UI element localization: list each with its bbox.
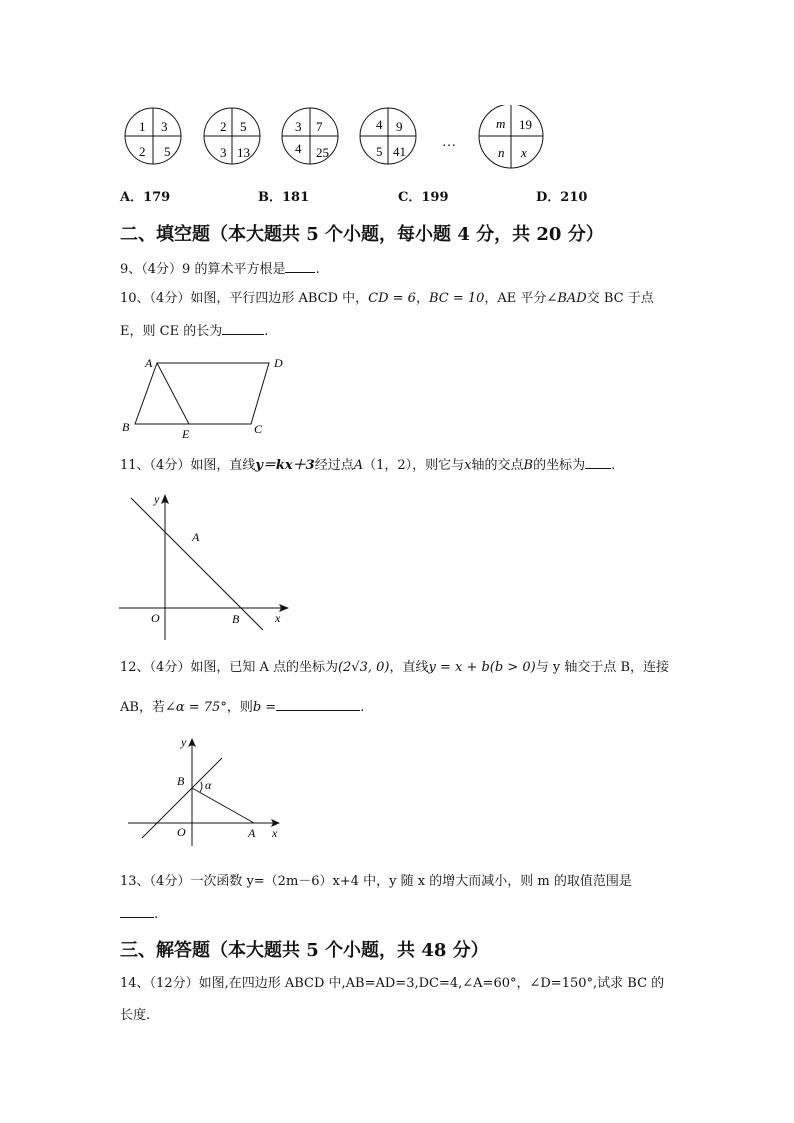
q12-angle: ∠α = 75°: [164, 700, 227, 715]
circle-1-bl: 2: [139, 144, 146, 159]
q10-angle: ∠BAD: [546, 291, 587, 306]
fig12-label-o: O: [177, 825, 186, 839]
q12-b-var: b =: [252, 700, 277, 715]
figure-10-svg: [115, 352, 295, 444]
circle-2-tl: 2: [220, 119, 227, 134]
q11-text-d: 轴的交点: [471, 458, 524, 473]
fig10-label-d: D: [274, 356, 283, 370]
fig12-label-b: B: [177, 774, 185, 788]
q13-blank: [120, 903, 154, 918]
circle-3-bl: 4: [295, 141, 302, 156]
question-14-line2: 长度.: [120, 1008, 151, 1023]
fig12-label-x: x: [272, 826, 278, 840]
question-13-line1: 13、（4分）一次函数 y=（2m－6）x+4 中，y 随 x 的增大而减小，则 m 的取值范围是: [120, 874, 632, 889]
q12-text-c: 与 y 轴交于点 B，连接: [535, 660, 670, 675]
ellipsis: …: [442, 135, 456, 150]
fig10-label-c: C: [254, 422, 263, 436]
q11-period: .: [611, 458, 616, 473]
q10-bc: BC = 10: [428, 291, 485, 306]
fig12-label-y: y: [181, 735, 187, 749]
q10-cd: CD = 6: [368, 291, 416, 306]
q12-equation: y = x + b(b > 0): [428, 660, 536, 675]
circle-5-br: x: [521, 145, 527, 160]
circle-3: [282, 108, 338, 164]
circle-4-tr: 9: [396, 119, 403, 134]
fig11-label-b: B: [232, 612, 240, 626]
figure-12-svg: [120, 734, 300, 846]
figure-10: [115, 352, 295, 444]
circle-1-tl: 1: [139, 119, 146, 134]
fig11-label-a: A: [192, 530, 200, 544]
q11-text-c: （1，2），则它与: [363, 458, 465, 473]
circle-4-br: 41: [393, 144, 406, 159]
q10-text-a: 10、（4分）如图，平行四边形 ABCD 中，: [120, 291, 369, 306]
q12-text-e: ，则: [226, 700, 253, 715]
question-10-line1: [120, 289, 654, 309]
question-10-line2: [120, 320, 268, 342]
q10-text-b: ，AE 平分: [484, 291, 547, 306]
fig11-label-x: x: [275, 611, 281, 625]
q12-text-a: 12、（4分）如图，已知 A 点的坐标为: [120, 660, 338, 675]
circle-4-tl: 4: [376, 117, 383, 132]
circle-2: [204, 108, 260, 164]
circle-4-bl: 5: [376, 144, 383, 159]
circle-3-tl: 3: [295, 119, 302, 134]
circle-2-tr: 5: [240, 119, 247, 134]
question-11: [120, 454, 615, 476]
fig10-label-e: E: [182, 427, 190, 441]
circle-5: [479, 105, 543, 168]
circle-3-tr: 7: [316, 119, 323, 134]
q11-text-e: 的坐标为: [533, 458, 586, 473]
circle-1-tr: 3: [161, 119, 168, 134]
section-2-title: 二、填空题（本大题共 5 个小题，每小题 4 分，共 20 分）: [120, 224, 604, 245]
circle-5-tr: 19: [519, 117, 532, 132]
q11-text-b: 经过点: [314, 458, 354, 473]
q12-text-d: AB，若: [120, 700, 165, 715]
circle-1: [125, 108, 181, 164]
q13-period: .: [154, 907, 159, 922]
q11-point: A: [353, 458, 364, 473]
q10-text-d: E，则 CE 的长为: [120, 324, 223, 339]
q11-xaxis: x: [464, 458, 472, 473]
choice-a: A．179: [120, 190, 171, 205]
q9-blank: [285, 258, 315, 273]
fig10-label-b: B: [122, 420, 130, 434]
question-13-line2: [120, 903, 158, 925]
q10-sep: ，: [415, 291, 429, 306]
q11-text-a: 11、（4分）如图，直线: [120, 458, 256, 473]
question-9: [120, 258, 320, 280]
q12-text-b: ，直线: [389, 660, 429, 675]
pattern-circles: [120, 105, 560, 175]
figure-11: [115, 488, 305, 648]
q10-period: .: [264, 324, 269, 339]
q11-point-b: B: [523, 458, 534, 473]
question-12-line1: [120, 658, 669, 678]
question-12-line2: [120, 696, 364, 718]
section-3-title: 三、解答题（本大题共 5 个小题，共 48 分）: [120, 940, 489, 961]
choice-b: B．181: [258, 190, 310, 205]
fig11-label-y: y: [154, 492, 160, 506]
q10-blank: [222, 320, 264, 335]
figure-11-svg: [115, 488, 305, 648]
q10-text-c: 交 BC 于点: [586, 291, 654, 306]
q12-blank: [276, 696, 360, 711]
figure-12: [120, 734, 300, 846]
q12-period: .: [360, 700, 365, 715]
q9-period: .: [315, 262, 320, 277]
circle-2-br: 13: [237, 145, 250, 160]
pattern-circles-svg: [120, 105, 560, 175]
circle-4: [360, 108, 416, 164]
choice-c: C．199: [398, 190, 449, 205]
circle-5-tl: m: [496, 116, 506, 131]
circle-3-br: 25: [316, 145, 329, 160]
circle-1-br: 5: [164, 144, 171, 159]
q11-equation: y＝kx＋3: [255, 458, 315, 473]
q9-text: 9、（4分）9 的算术平方根是: [120, 262, 286, 277]
fig10-label-a: A: [145, 356, 153, 370]
q11-blank: [585, 454, 611, 469]
circle-2-bl: 3: [220, 145, 227, 160]
q12-coord: (2√3, 0): [337, 660, 390, 675]
fig12-label-alpha: α: [205, 778, 212, 792]
circle-5-bl: n: [498, 145, 505, 160]
question-14-line1: 14、（12分）如图,在四边形 ABCD 中,AB=AD=3,DC=4,∠A=60°，∠D=150°,试求 BC 的: [120, 976, 665, 991]
fig12-label-a: A: [248, 826, 256, 840]
choice-d: D．210: [536, 190, 588, 205]
fig11-label-o: O: [151, 611, 160, 625]
